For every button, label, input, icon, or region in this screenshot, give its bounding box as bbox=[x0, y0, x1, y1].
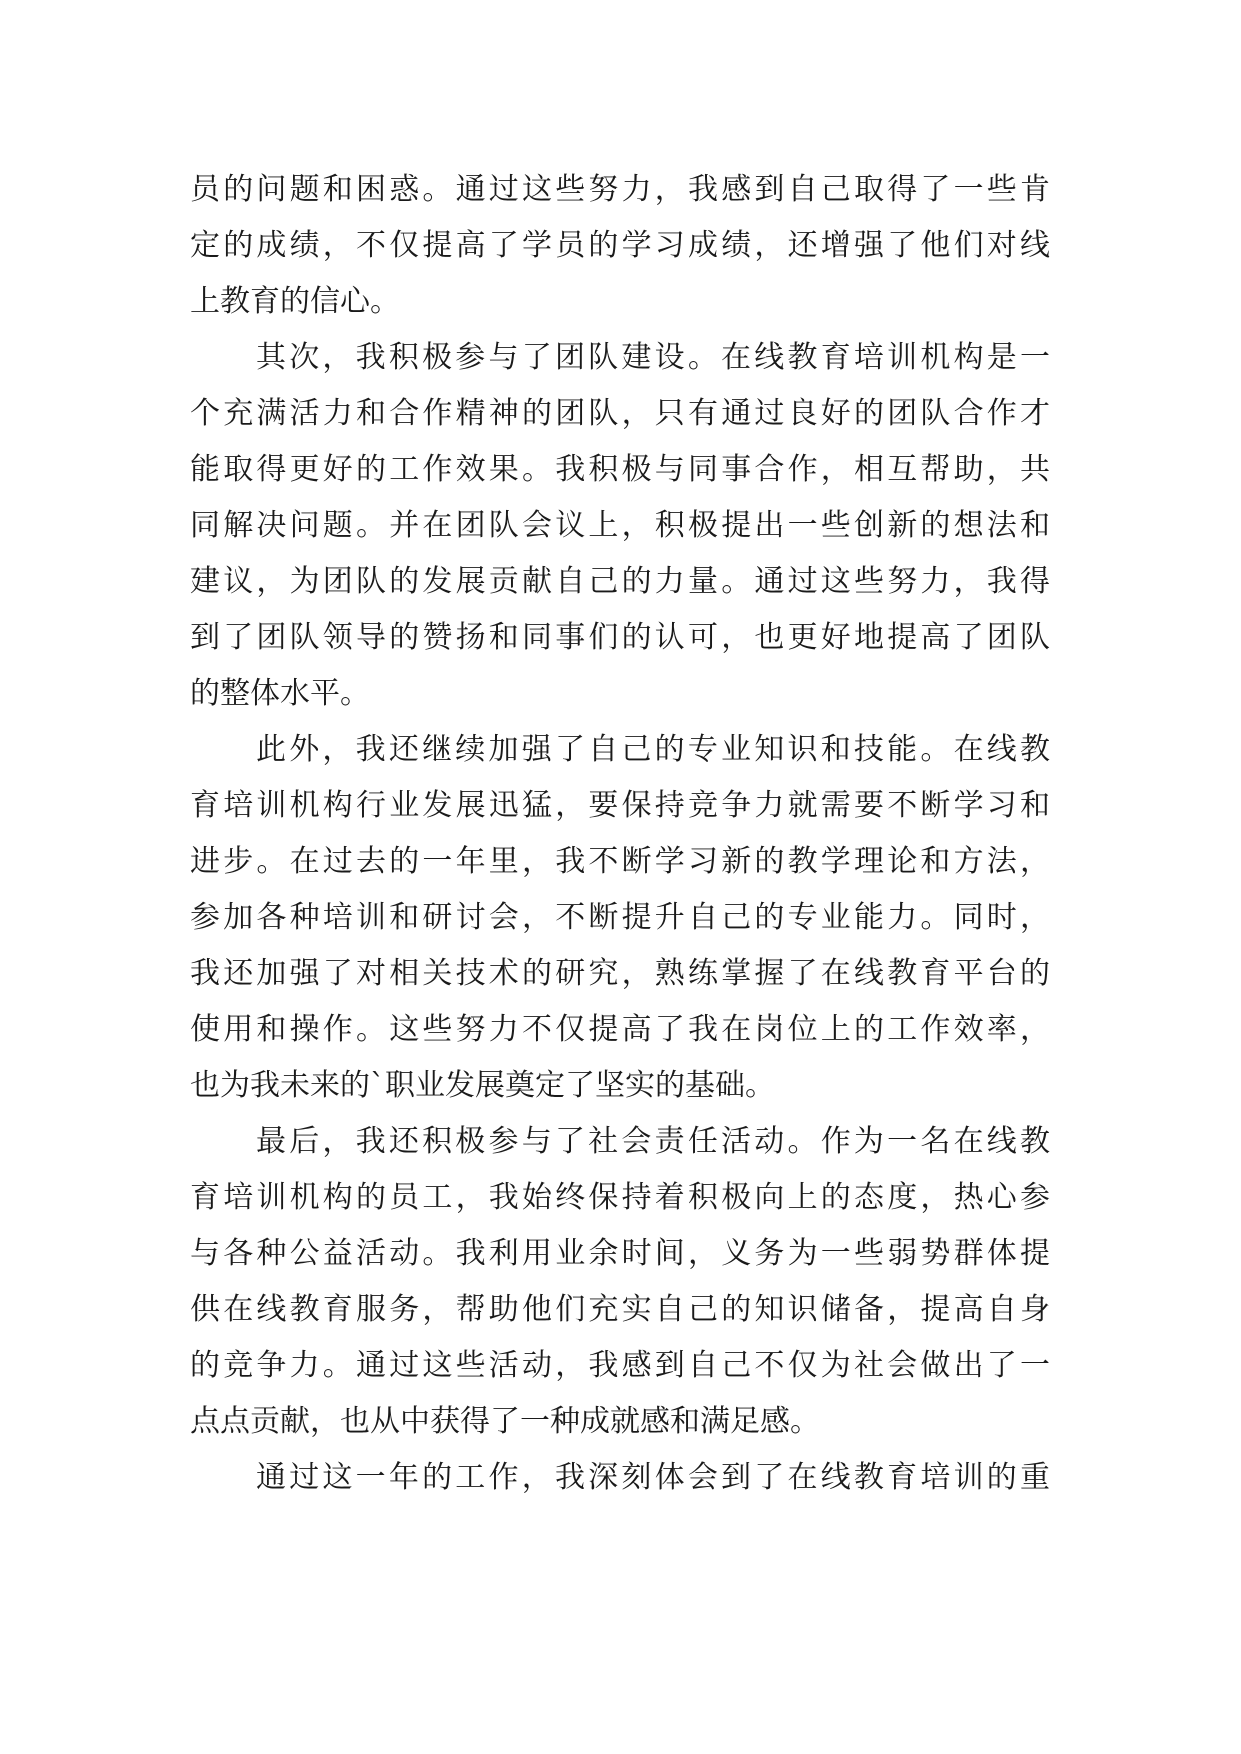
text-line: 供在线教育服务，帮助他们充实自己的知识储备，提高自身 bbox=[190, 1292, 1050, 1327]
text-line: 使用和操作。这些努力不仅提高了我在岗位上的工作效率， bbox=[190, 1012, 1050, 1047]
text-line: 个充满活力和合作精神的团队，只有通过良好的团队合作才 bbox=[190, 396, 1050, 431]
text-line: 的竞争力。通过这些活动，我感到自己不仅为社会做出了一 bbox=[190, 1348, 1050, 1383]
text-line: 的整体水平。 bbox=[190, 676, 370, 711]
text-line: 此外，我还继续加强了自己的专业知识和技能。在线教 bbox=[256, 732, 1050, 767]
text-line: 员的问题和困惑。通过这些努力，我感到自己取得了一些肯 bbox=[190, 172, 1050, 207]
body-text bbox=[190, 162, 1050, 1506]
text-line: 其次，我积极参与了团队建设。在线教育培训机构是一 bbox=[256, 340, 1050, 375]
text-line: 能取得更好的工作效果。我积极与同事合作，相互帮助，共 bbox=[190, 452, 1050, 487]
text-line: 育培训机构的员工，我始终保持着积极向上的态度，热心参 bbox=[190, 1180, 1050, 1215]
text-line: 定的成绩，不仅提高了学员的学习成绩，还增强了他们对线 bbox=[190, 228, 1050, 263]
text-line: 到了团队领导的赞扬和同事们的认可，也更好地提高了团队 bbox=[190, 620, 1050, 655]
text-line: 参加各种培训和研讨会，不断提升自己的专业能力。同时， bbox=[190, 900, 1050, 935]
text-line: 进步。在过去的一年里，我不断学习新的教学理论和方法， bbox=[190, 844, 1050, 879]
text-line: 育培训机构行业发展迅猛，要保持竞争力就需要不断学习和 bbox=[190, 788, 1050, 823]
text-line: 最后，我还积极参与了社会责任活动。作为一名在线教 bbox=[256, 1124, 1050, 1159]
text-line: 建议，为团队的发展贡献自己的力量。通过这些努力，我得 bbox=[190, 564, 1050, 599]
text-line: 也为我未来的`职业发展奠定了坚实的基础。 bbox=[190, 1068, 775, 1103]
text-line: 通过这一年的工作，我深刻体会到了在线教育培训的重 bbox=[256, 1460, 1050, 1495]
text-line: 点点贡献，也从中获得了一种成就感和满足感。 bbox=[190, 1404, 820, 1439]
text-line: 与各种公益活动。我利用业余时间，义务为一些弱势群体提 bbox=[190, 1236, 1050, 1271]
text-line: 上教育的信心。 bbox=[190, 284, 400, 319]
text-line: 同解决问题。并在团队会议上，积极提出一些创新的想法和 bbox=[190, 508, 1050, 543]
text-line: 我还加强了对相关技术的研究，熟练掌握了在线教育平台的 bbox=[190, 956, 1050, 991]
